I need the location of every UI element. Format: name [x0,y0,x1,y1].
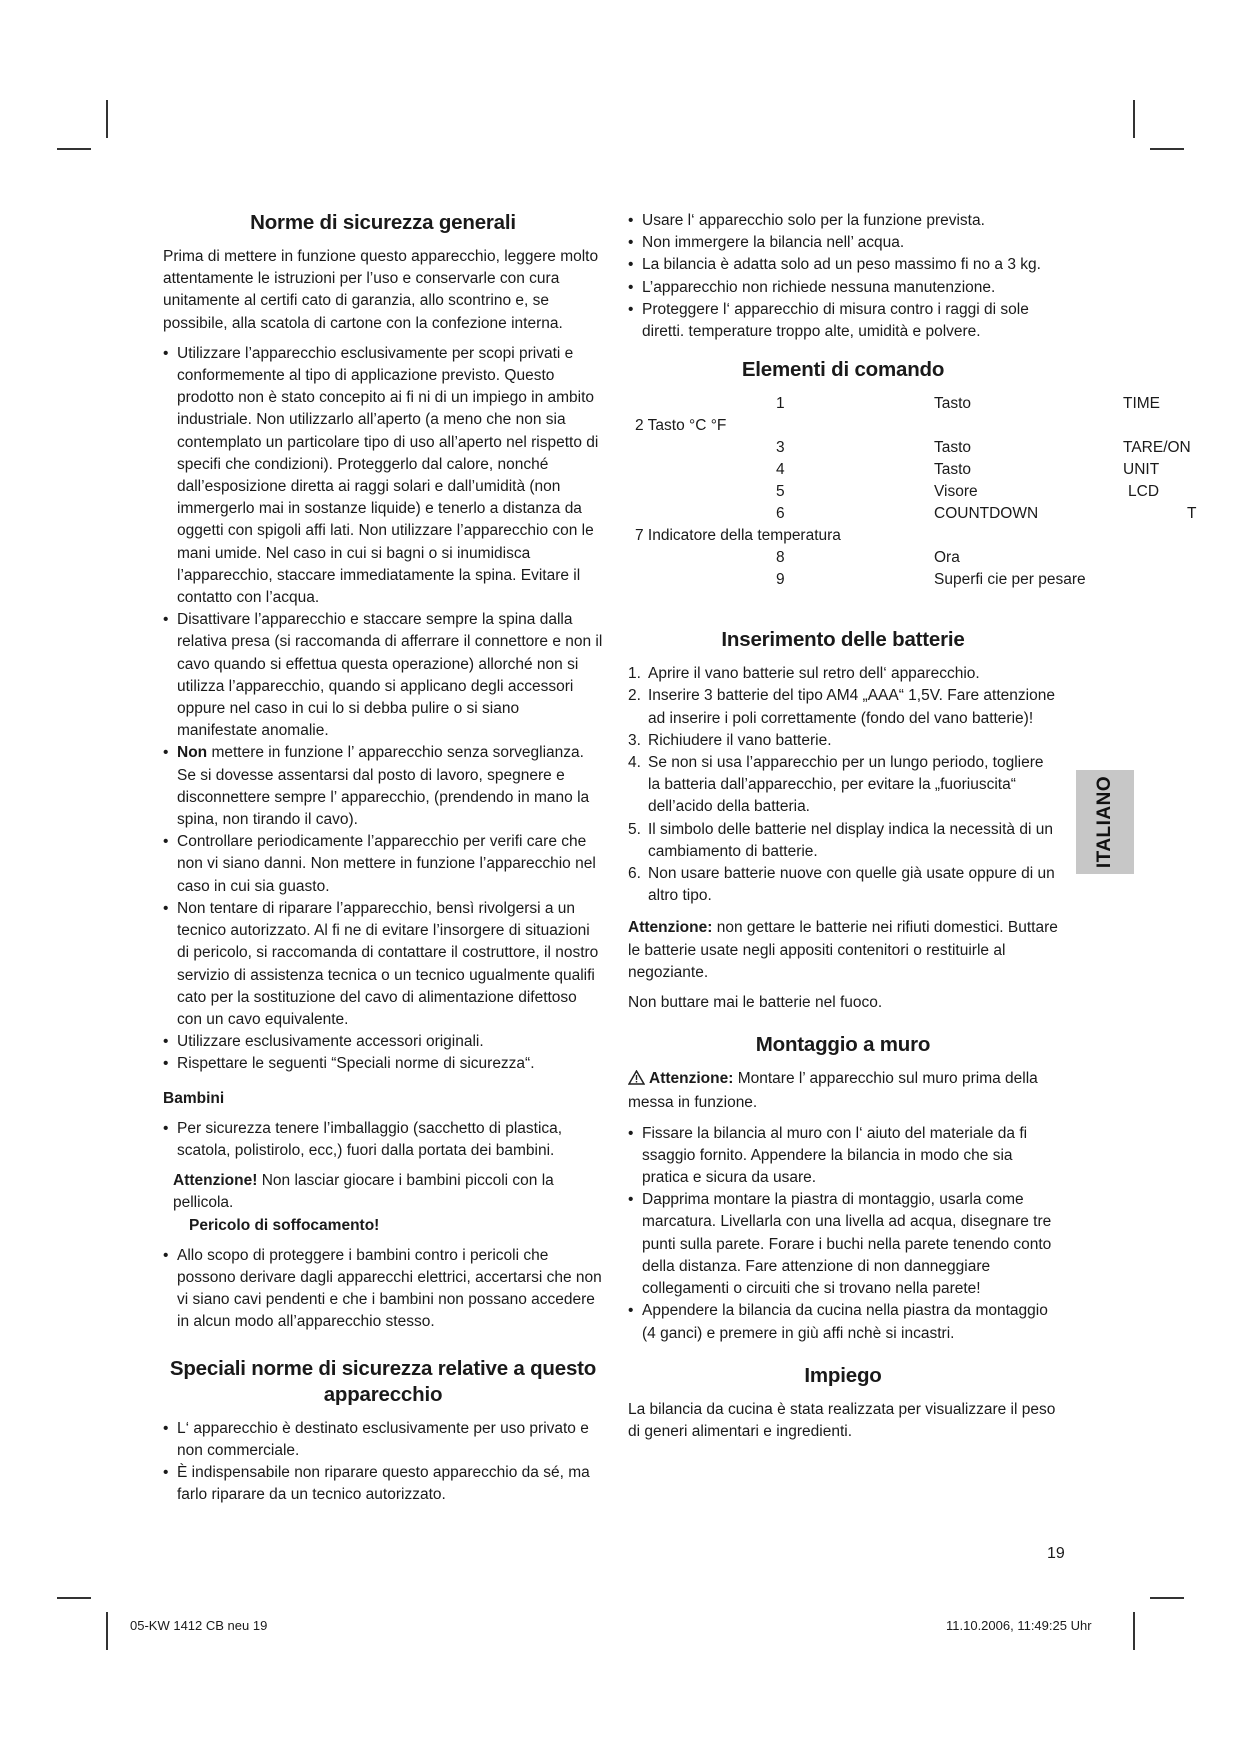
list-item [628,663,1058,685]
children-heading: Bambini [163,1089,225,1107]
control-num: 9 [776,571,785,589]
footer-timestamp: 11.10.2006, 11:49:25 Uhr [946,1618,1092,1633]
use-paragraph: La bilancia da cucina è stata realizzata per visualizzare il peso di generi alimentari e ingredienti. [628,1400,1056,1440]
control-value: T [1187,505,1197,523]
children-list [163,1118,603,1162]
general-safety-heading: Norme di sicurezza generali [250,211,516,234]
list-item: • L’apparecchio non richiede nessuna manutenzione. [628,277,1058,299]
list-item: • Dapprima montare la piastra di montaggio, usarla come marcatura. Livellarla con una livella ad acqua, disegnare tre punti sulla parete. Forare i buchi nella parete tenendo conto della distanza. Fare attenzione di non danneggiare collegamenti o circuiti che si trovano nella parete! [628,1189,1058,1300]
control-num: 5 [776,483,785,501]
list-item: • Utilizzare esclusivamente accessori originali. [163,1031,603,1053]
special-list [163,1418,603,1507]
list-item: • Fissare la bilancia al muro con l‘ aiuto del materiale da fi ssaggio fornito. Appendere la bilancia in modo che sia pratica e sicura da usare. [628,1123,1058,1190]
control-value: LCD [1128,483,1160,501]
wall-warning [628,1068,1058,1114]
warning-label: Attenzione: [649,1070,734,1088]
crop-mark [57,1597,91,1599]
warning-text: non gettare le batterie nei rifiuti domestici. Buttare le batterie usate negli appositi contenitori o restituirle al negoziante. [628,919,1058,981]
crop-mark [1150,148,1184,150]
wall-mount-heading: Montaggio a muro [755,1033,931,1057]
control-label: Superfi cie per pesare [934,571,1086,589]
batteries-warning [628,917,1058,984]
crop-mark [1133,100,1135,138]
list-item: • Rispettare le seguenti “Speciali norme di sicurezza“. [163,1053,603,1075]
crop-mark [57,148,91,150]
crop-mark [106,1612,108,1650]
control-value: TARE/ON [1123,439,1191,457]
step-number: 2. [628,687,641,705]
top-list [628,210,1058,343]
control-num: 8 [776,549,785,567]
crop-mark [106,100,108,138]
step-number: 1. [628,665,641,683]
list-item: • Appendere la bilancia da cucina nella piastra da montaggio (4 ganci) e premere in giù affi nchè si incastri. [628,1300,1058,1344]
step-text: Aprire il vano batterie sul retro dell‘ apparecchio. [648,665,980,683]
children-list-2 [163,1245,603,1334]
step-number: 6. [628,865,641,883]
control-num: 6 [776,505,785,523]
list-item: • L‘ apparecchio è destinato esclusivamente per uso privato e non commerciale. [163,1418,603,1462]
batteries-steps [628,663,1058,907]
control-num: 4 [776,461,785,479]
step-text: Richiudere il vano batterie. [648,731,832,749]
step-number: 4. [628,754,641,772]
list-item [163,742,603,831]
step-text: Non usare batterie nuove con quelle già usate oppure di un altro tipo. [648,865,1055,905]
non-bold: Non [177,744,208,762]
crop-mark [1150,1597,1184,1599]
use-heading: Impiego [804,1363,882,1387]
list-item [628,752,1058,819]
control-label: Tasto [934,461,972,479]
list-item: • Per sicurezza tenere l’imballaggio (sacchetto di plastica, scatola, polistirolo, ecc,) fuori dalla portata dei bambini. [163,1118,603,1162]
list-item: • Usare l‘ apparecchio solo per la funzione prevista. [628,210,1058,232]
footer-file-info: 05-KW 1412 CB neu 19 [130,1618,268,1633]
control-value: UNIT [1123,461,1160,479]
list-item: • Non tentare di riparare l’apparecchio, bensì rivolgersi a un tecnico autorizzato. Al fi ne di evitare l’insorgere di situazioni di pericolo, si raccomanda di contattare il costruttore, il nostro servizio di assistenza tecnica o un tecnico ugualmente qualifi cato per la sostituzione del cavo di alimentazione difettoso con un cavo equivalente. [163,898,603,1031]
list-item: • Allo scopo di proteggere i bambini contro i pericoli che possono derivare dagli apparecchi elettrici, accertarsi che non vi siano cavi pendenti e che i bambini non possano accedere in alcun modo all’apparecchio stesso. [163,1245,603,1334]
list-item [628,685,1058,729]
warning-text: Montare l’ apparecchio sul muro prima della messa in funzione. [628,1070,1038,1112]
step-text: Inserire 3 batterie del tipo AM4 „AAA“ 1,5V. Fare attenzione ad inserire i poli correttamente (fondo del vano batterie)! [648,687,1055,727]
left-column [163,210,603,1514]
list-item: • È indispensabile non riparare questo apparecchio da sé, ma farlo riparare da un tecnico autorizzato. [163,1462,603,1506]
suffocation-danger: Pericolo di soffocamento! [189,1216,380,1234]
control-row: 2 Tasto °C °F [635,417,727,435]
control-value: TIME [1123,395,1161,413]
list-item: • La bilancia è adatta solo ad un peso massimo fi no a 3 kg. [628,254,1058,276]
control-label: Tasto [934,395,972,413]
control-num: 1 [776,395,785,413]
warning-label: Attenzione: [628,919,713,937]
list-item: • Controllare periodicamente l’apparecchio per verifi care che non vi siano danni. Non mettere in funzione l’apparecchio nel caso in cui sia guasto. [163,831,603,898]
intro-paragraph: Prima di mettere in funzione questo apparecchio, leggere molto attentamente le istruzioni per l’uso e conservarle con cura unitamente al certifi cato di garanzia, allo scontrino e, se possibile, alla scatola di cartone con la confezione interna. [163,248,599,332]
special-safety-heading: Speciali norme di sicurezza relative a questo apparecchio [169,1356,597,1406]
list-item: • Disattivare l’apparecchio e staccare sempre la spina dalla relativa presa (si raccomanda di afferrare il connettore e non il cavo quando si effettua questa operazione) allorché non si utilizza l’apparecchio, quando si applicano degli accessori oppure nel caso in cui lo si debba pulire o si siano manifestate anomalie. [163,609,603,742]
batteries-fire-note: Non buttare mai le batterie nel fuoco. [628,994,883,1012]
list-item [628,819,1058,863]
control-row: 7 Indicatore della temperatura [635,527,841,545]
step-text: Il simbolo delle batterie nel display indica la necessità di un cambiamento di batterie. [648,820,1053,860]
list-item: • Proteggere l‘ apparecchio di misura contro i raggi di sole diretti. temperature troppo alte, umidità e polvere. [628,299,1058,343]
controls-table [628,393,1197,615]
language-tab [1076,770,1134,874]
wall-list [628,1123,1058,1345]
children-warning [173,1170,603,1237]
control-num: 3 [776,439,785,457]
language-tab-label: ITALIANO [1094,775,1115,869]
list-item [628,730,1058,752]
control-label: Tasto [934,439,972,457]
control-label: Visore [934,483,978,501]
page-number: 19 [1047,1545,1065,1562]
list-item [628,863,1058,907]
list-item: • Non immergere la bilancia nell’ acqua. [628,232,1058,254]
control-label: COUNTDOWN [934,505,1039,523]
warning-text: Non lasciar giocare i bambini piccoli con la pellicola. [173,1172,554,1212]
warning-label: Attenzione! [173,1172,258,1190]
control-label: Ora [934,549,960,567]
list-item: • Utilizzare l’apparecchio esclusivamente per scopi privati e conformemente al tipo di applicazione previsto. Questo prodotto non è stato concepito ai fi ni di un impiego in ambito industriale. Non utilizzarlo all’aperto (a meno che non sia contemplato un particolare tipo di uso all’aperto nel rispetto di specifi che condizioni). Proteggerlo dal calore, nonché dall’esposizione diretta ai raggi solari e dall’umidità (non immergerlo mai in sostanze liquide) e tenerlo a distanza da oggetti con spigoli affi lati. Non utilizzare l’apparecchio con le mani umide. Nel caso in cui si bagni o si inumidisca l’apparecchio, staccare immediatamente la spina. Evitare il contatto con l’acqua. [163,343,603,609]
step-text: Se non si usa l’apparecchio per un lungo periodo, togliere la batteria dall’apparecchio, per evitare la „fuoriuscita“ dell’acido della batteria. [648,754,1044,816]
step-number: 3. [628,731,641,749]
controls-heading: Elementi di comando [741,358,945,382]
warning-triangle-icon [628,1070,645,1092]
non-rest: mettere in funzione l’ apparecchio senza sorveglianza. Se si dovesse assentarsi dal posto di lavoro, spegnere e disconnettere sempre l’ apparecchio, (prendendo in mano la spina, non tirando il cavo). [177,744,590,829]
step-number: 5. [628,820,641,838]
safety-list [163,343,603,1076]
crop-mark [1133,1612,1135,1650]
batteries-heading: Inserimento delle batterie [721,628,965,652]
